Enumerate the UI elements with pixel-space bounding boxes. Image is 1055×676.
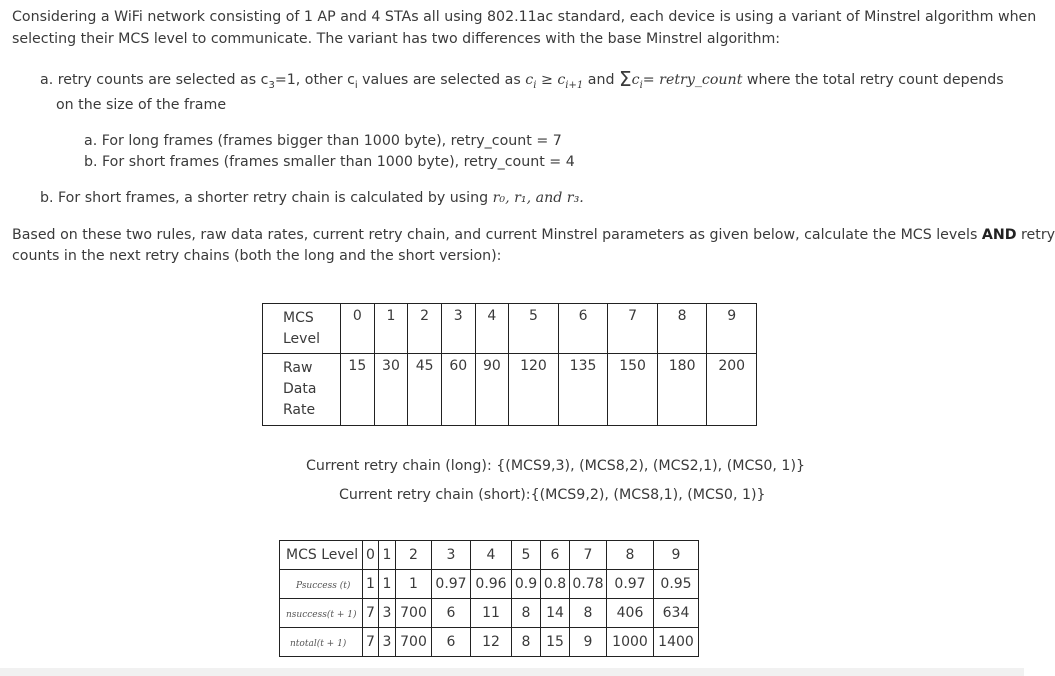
sigma-symbol: Σ [618,67,632,91]
table-cell: 60 [441,354,475,426]
table-cell: 1 [363,570,379,599]
table-cell: 9 [707,304,757,354]
table-cell: 0 [363,541,379,570]
table-row [280,570,699,599]
table-cell: 12 [471,628,512,657]
question-line-1: Based on these two rules, raw data rates, current retry chain, and current Minstrel parameters as given below, calculate the MCS levels AND retry [12,227,1055,243]
table-cell: 0.78 [570,570,607,599]
table-cell: 7 [363,599,379,628]
table-cell: 5 [512,541,541,570]
table-row [280,599,699,628]
question-line-2: counts in the next retry chains (both the long and the short version): [12,248,502,264]
table-cell: 120 [509,354,559,426]
table-cell: 7 [363,628,379,657]
rule-a-line: a. retry counts are selected as $c_3=1$, other $c_i$ values are selected as $c_i \ge c_{i+1}$ and $\Sigma c_i=$ retry_count where the total retry count depends [40,67,1004,91]
table-cell: 15 [541,628,570,657]
table-cell: 406 [607,599,654,628]
table-row [280,628,699,657]
table-cell: 0.96 [471,570,512,599]
table-cell: 8 [607,541,654,570]
retry-chain-long: Current retry chain (long): {(MCS9,3), (MCS8,2), (MCS2,1), (MCS0, 1)} [306,458,806,474]
table-cell: 1000 [607,628,654,657]
intro-line-1: Considering a WiFi network consisting of 1 AP and 4 STAs all using 802.11ac standard, each device is using a variant of Minstrel algorithm when [12,9,1037,25]
rate-table [262,303,757,426]
table-cell: 2 [408,304,442,354]
table-cell: 4 [475,304,509,354]
intro-line-2: selecting their MCS level to communicate. The variant has two differences with the base Minstrel algorithm: [12,31,781,47]
rule-a-sub-b: b. For short frames (frames smaller than 1000 byte), retry_count = 4 [84,154,575,170]
formula-ci-geq: $c_i \ge c_{i+1}$ [525,72,584,91]
table-cell: 15 [341,354,375,426]
table-cell: 4 [471,541,512,570]
table-cell: 0.9 [512,570,541,599]
table-cell: 3 [432,541,471,570]
table-cell: 0.8 [541,570,570,599]
table-cell: 7 [608,304,658,354]
table-cell: 150 [608,354,658,426]
table-cell: 0.97 [607,570,654,599]
table-cell: 8 [657,304,707,354]
table-cell: 6 [558,304,608,354]
table-cell: 11 [471,599,512,628]
row-label: nsuccess(t + 1) [280,599,363,628]
table-cell: 5 [509,304,559,354]
table-cell: 1 [374,304,408,354]
table-cell: 8 [512,628,541,657]
table-cell: 90 [475,354,509,426]
table-cell: 180 [657,354,707,426]
raw-data-rate-header: Raw Data Rate [263,354,341,426]
table-cell: 6 [432,599,471,628]
table-cell: 700 [396,599,432,628]
table-cell: 700 [396,628,432,657]
table-cell: 8 [512,599,541,628]
table-cell: 634 [654,599,699,628]
table-cell: 6 [432,628,471,657]
table-cell: 3 [441,304,475,354]
table-row [263,304,757,354]
table-cell: 1 [379,570,396,599]
table-cell: 45 [408,354,442,426]
bottom-bar [0,668,1024,676]
table-cell: 1 [396,570,432,599]
mcs-level-header: MCS Level [280,541,363,570]
table-cell: 9 [654,541,699,570]
minstrel-params-table [279,540,699,657]
table-cell: 14 [541,599,570,628]
rule-a-line-2: on the size of the frame [56,97,227,113]
table-cell: 3 [379,599,396,628]
table-cell: 7 [570,541,607,570]
table-row [263,354,757,426]
mcs-level-header: MCS Level [263,304,341,354]
table-cell: 0.97 [432,570,471,599]
table-cell: 6 [541,541,570,570]
retry-chain-short: Current retry chain (short):{(MCS9,2), (MCS8,1), (MCS0, 1)} [339,487,766,503]
table-cell: 0.95 [654,570,699,599]
row-label: Psuccess (t) [280,570,363,599]
rule-a-sub-a: a. For long frames (frames bigger than 1000 byte), retry_count = 7 [84,133,562,149]
table-cell: 3 [379,628,396,657]
table-cell: 8 [570,599,607,628]
table-cell: 1 [379,541,396,570]
table-cell: 200 [707,354,757,426]
table-row [280,541,699,570]
table-cell: 135 [558,354,608,426]
formula-sum: $c_i=$ retry_count [631,72,743,91]
table-cell: 9 [570,628,607,657]
table-cell: 1400 [654,628,699,657]
rule-b-line: b. For short frames, a shorter retry chain is calculated by using r₀, r₁, and r₃. [40,190,584,206]
row-label: ntotal(t + 1) [280,628,363,657]
table-cell: 2 [396,541,432,570]
table-cell: 30 [374,354,408,426]
table-cell: 0 [341,304,375,354]
